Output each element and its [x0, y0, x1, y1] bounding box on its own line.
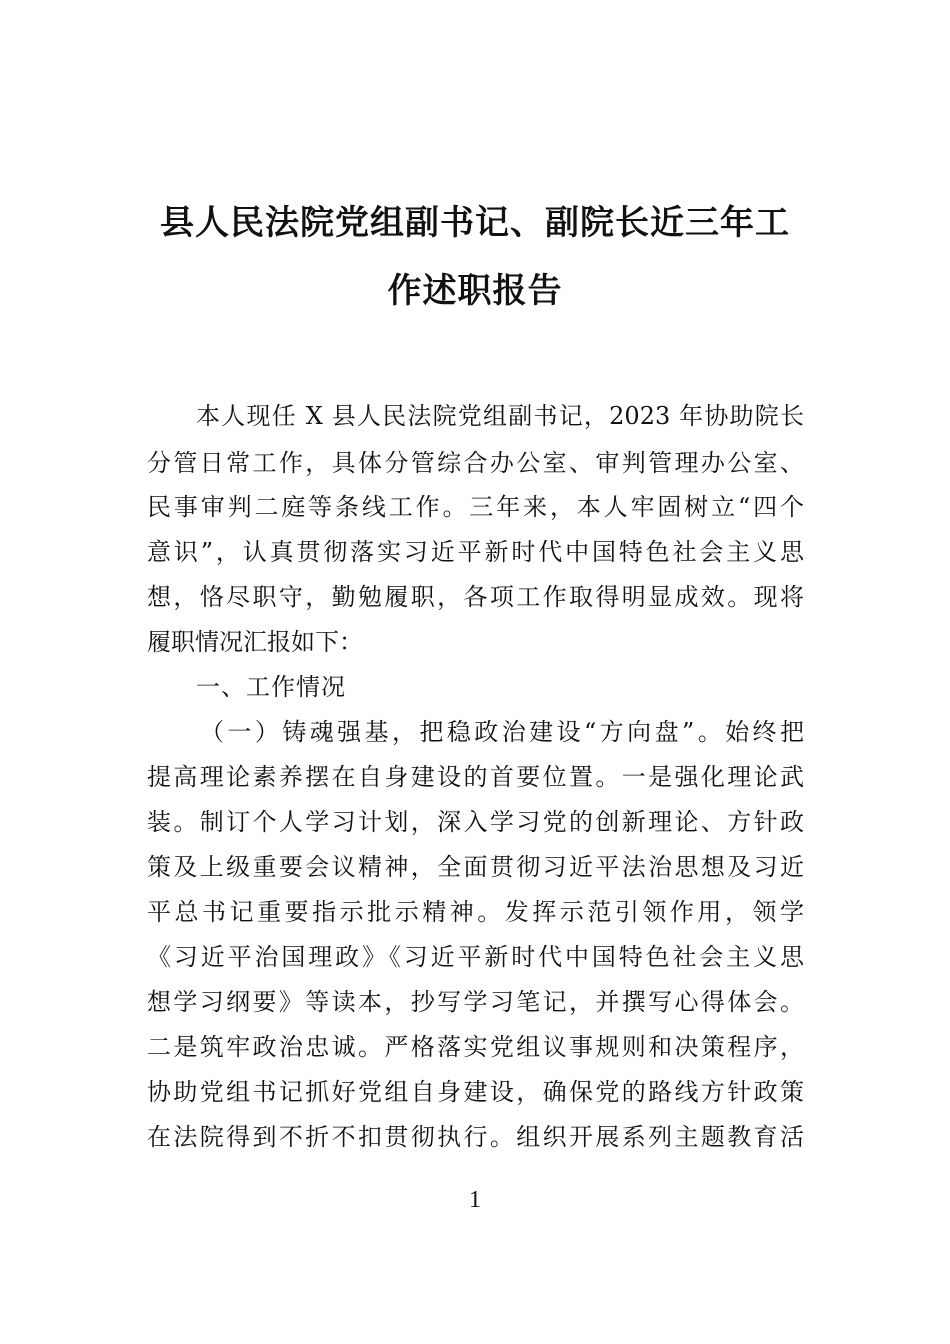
- body-line: 二是筑牢政治忠诚。严格落实党组议事规则和决策程序，: [147, 1033, 804, 1061]
- body-line: 履职情况汇报如下：: [147, 628, 363, 656]
- body-line: 平总书记重要指示批示精神。发挥示范引领作用，领学: [147, 898, 804, 926]
- body-line: 在法院得到不折不扣贯彻执行。组织开展系列主题教育活: [147, 1123, 804, 1151]
- body-line: 《习近平治国理政》《习近平新时代中国特色社会主义思: [147, 943, 804, 971]
- body-line: 想学习纲要》等读本，抄写学习笔记，并撰写心得体会。: [147, 988, 804, 1016]
- body-line: 策及上级重要会议精神，全面贯彻习近平法治思想及习近: [147, 853, 804, 881]
- body-line: 民事审判二庭等条线工作。三年来，本人牢固树立“四个: [147, 493, 804, 521]
- body-line: 分管日常工作，具体分管综合办公室、审判管理办公室、: [147, 449, 804, 477]
- body-line: 本人现任 X 县人民法院党组副书记，2023 年协助院长: [196, 402, 804, 430]
- document-title-line-1: 县人民法院党组副书记、副院长近三年工: [160, 203, 790, 243]
- body-line: （一）铸魂强基，把稳政治建设“方向盘”。始终把: [200, 718, 804, 746]
- body-line: 意识”，认真贯彻落实习近平新时代中国特色社会主义思: [147, 538, 804, 566]
- section-heading: 一、工作情况: [196, 673, 346, 701]
- body-line: 想，恪尽职守，勤勉履职，各项工作取得明显成效。现将: [147, 583, 804, 611]
- body-line: 协助党组书记抓好党组自身建设，确保党的路线方针政策: [147, 1078, 804, 1106]
- page-number: 1: [469, 1187, 481, 1213]
- body-line: 装。制订个人学习计划，深入学习党的创新理论、方针政: [147, 808, 804, 836]
- document-title-line-2: 作述职报告: [387, 271, 563, 311]
- body-line: 提高理论素养摆在自身建设的首要位置。一是强化理论武: [147, 763, 804, 791]
